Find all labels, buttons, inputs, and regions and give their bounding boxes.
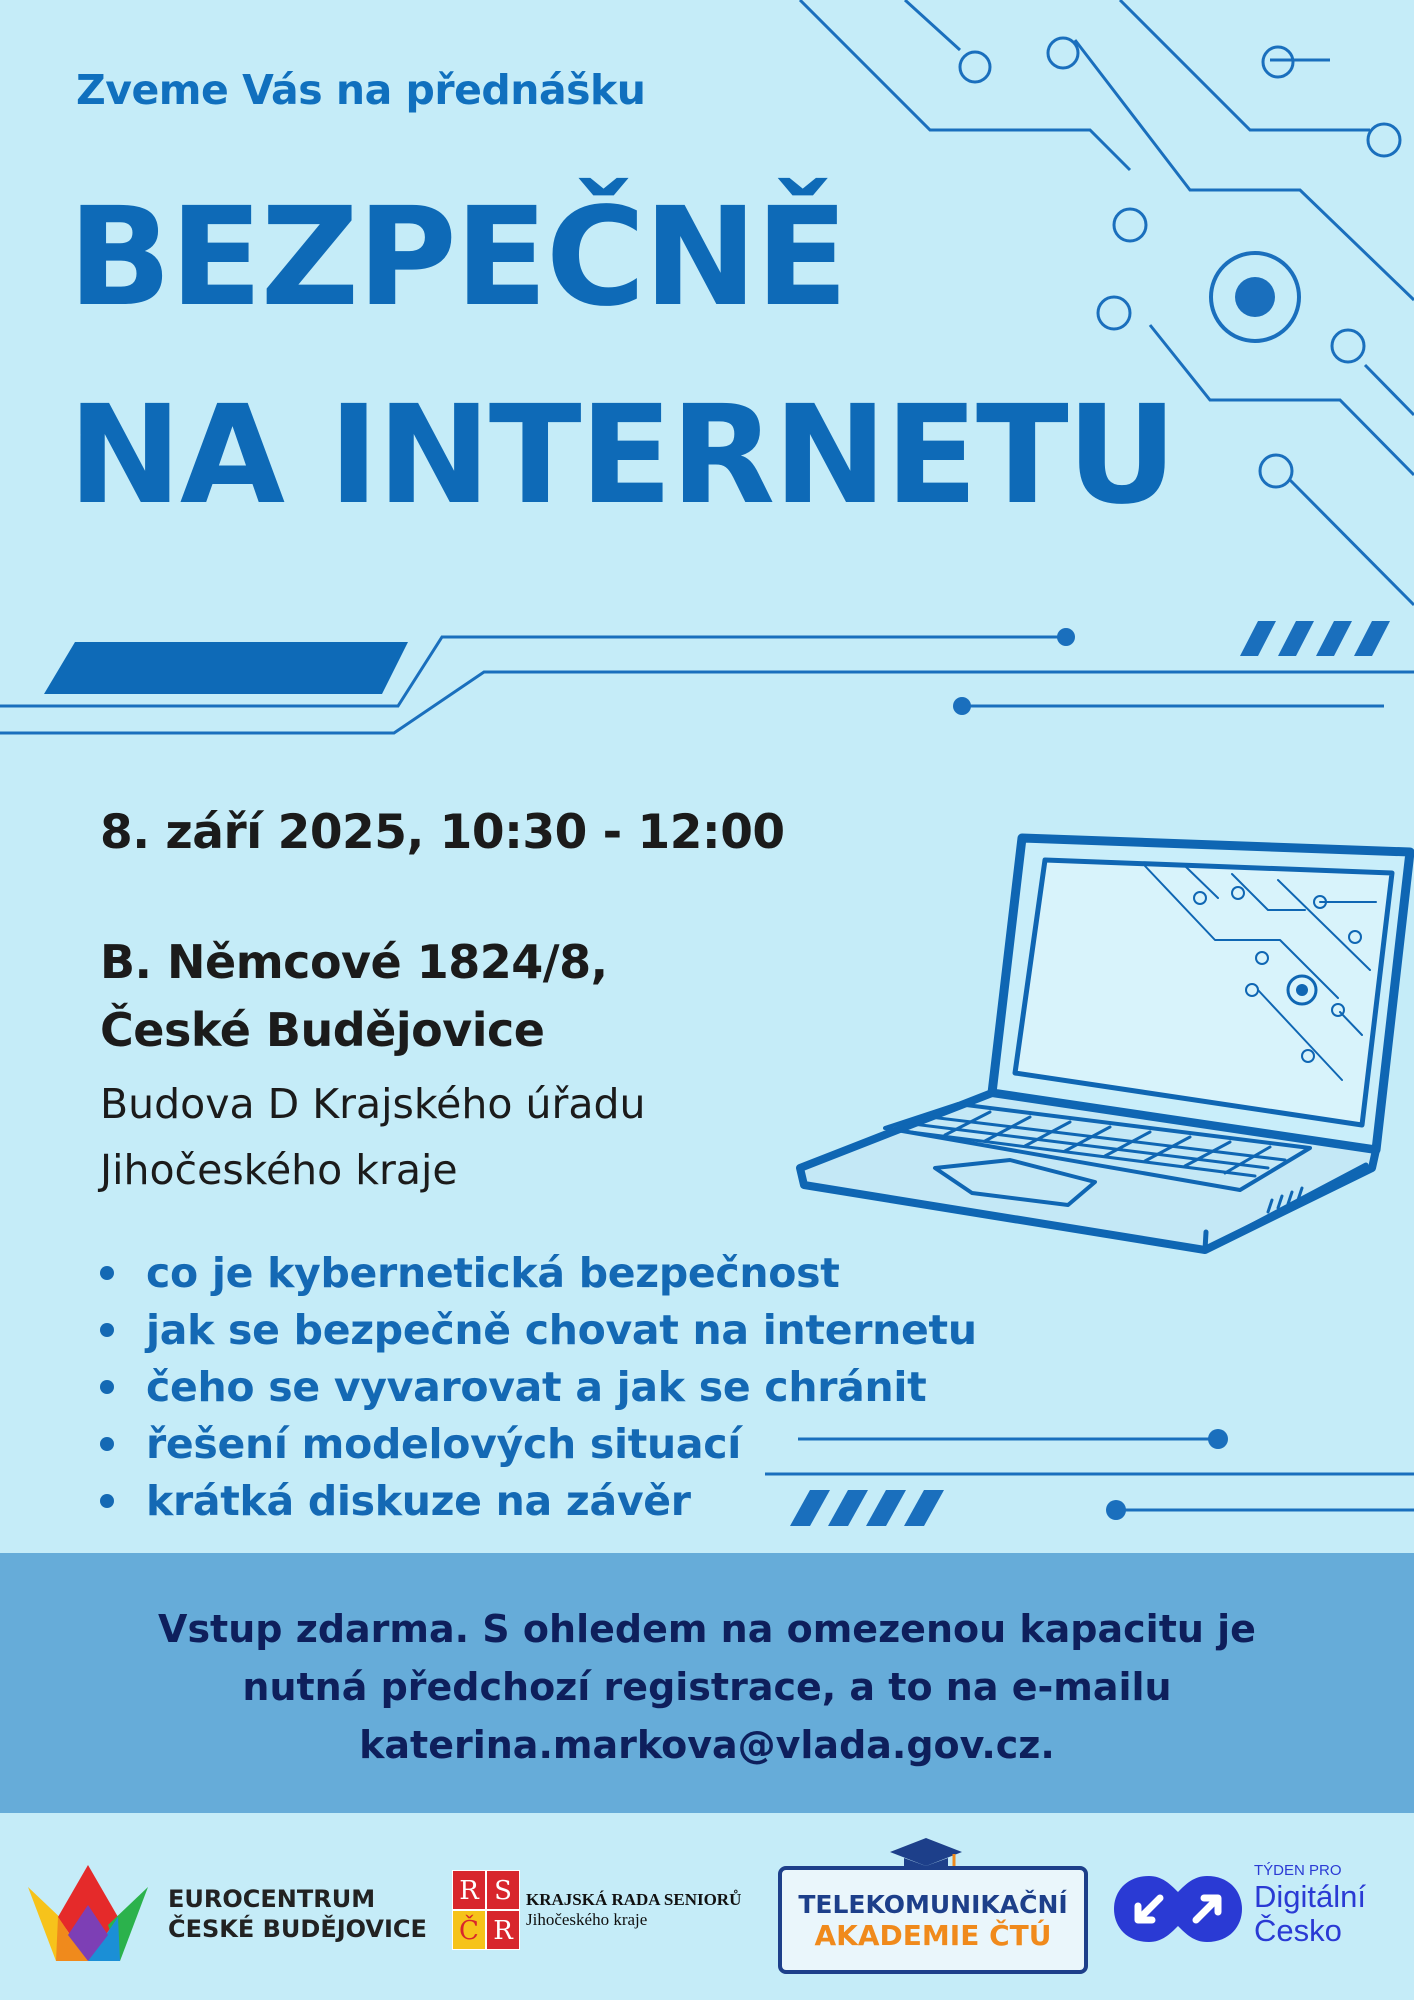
slash-mark	[1354, 621, 1390, 656]
slash-mark	[1240, 621, 1276, 656]
circuit-node	[1368, 124, 1400, 156]
topic-text: čeho se vyvarovat a jak se chránit	[146, 1363, 927, 1411]
circuit-line	[905, 0, 960, 50]
circuit-line	[1290, 480, 1414, 605]
rsr-name	[526, 1890, 741, 1930]
dc-line-2: Česko	[1254, 1913, 1342, 1948]
topics-list	[96, 1245, 977, 1530]
rsr-letter: S	[486, 1870, 520, 1910]
topic-text: řešení modelových situací	[146, 1420, 742, 1468]
digitalni-cesko-name	[1254, 1862, 1366, 1948]
address-line-2: České Budějovice	[100, 1003, 545, 1057]
circuit-node	[1048, 38, 1078, 68]
rsr-logo	[452, 1870, 520, 1950]
building-line-1: Budova D Krajského úřadu	[100, 1080, 646, 1128]
notice-email: katerina.markova@vlada.gov.cz.	[359, 1723, 1055, 1767]
eurocentrum-name	[168, 1884, 427, 1944]
circuit-end-dot	[1106, 1500, 1126, 1520]
topic-item	[96, 1302, 977, 1359]
circuit-line	[1120, 0, 1370, 130]
circuit-end-dot	[1208, 1429, 1228, 1449]
circuit-end-dot	[1057, 628, 1075, 646]
bullet-icon	[100, 1266, 114, 1280]
eurocentrum-logo-icon	[28, 1865, 148, 1961]
bullet-icon	[100, 1494, 114, 1508]
rsr-line-1: KRAJSKÁ RADA SENIORŮ	[526, 1890, 742, 1909]
title-line-1: BEZPEČNĚ	[68, 179, 847, 337]
circuit-end-dot	[953, 697, 971, 715]
slash-mark	[1278, 621, 1314, 656]
registration-notice	[60, 1600, 1354, 1774]
circuit-node	[1098, 297, 1130, 329]
digitalni-cesko-logo-icon	[1110, 1870, 1246, 1948]
topic-item	[96, 1416, 977, 1473]
ta-line-2: AKADEMIE ČTÚ	[814, 1919, 1052, 1952]
topic-text: krátká diskuze na závěr	[146, 1477, 691, 1525]
title-line-2: NA INTERNETU	[68, 377, 1176, 535]
event-datetime: 8. září 2025, 10:30 - 12:00	[100, 805, 785, 860]
invitation-text: Zveme Vás na přednášku	[76, 66, 646, 114]
rsr-letter: Č	[452, 1910, 486, 1950]
topic-item	[96, 1473, 977, 1530]
slash-mark	[1316, 621, 1352, 656]
laptop-icon	[800, 838, 1410, 1250]
circuit-line	[1150, 325, 1414, 475]
eurocentrum-line-1: EUROCENTRUM	[168, 1885, 376, 1913]
circuit-line	[800, 0, 1130, 170]
topic-text: co je kybernetická bezpečnost	[146, 1249, 840, 1297]
address-line-1: B. Němcové 1824/8,	[100, 935, 608, 989]
accent-parallelogram	[44, 642, 408, 694]
topic-item	[96, 1359, 977, 1416]
circuit-target-dot	[1235, 277, 1275, 317]
circuit-node	[1263, 47, 1293, 77]
bullet-icon	[100, 1380, 114, 1394]
notice-line-1: Vstup zdarma. S ohledem na omezenou kapacitu je	[158, 1607, 1256, 1651]
topic-text: jak se bezpečně chovat na internetu	[146, 1306, 977, 1354]
telekom-akademie-logo	[778, 1866, 1088, 1974]
rsr-line-2: Jihočeského kraje	[526, 1910, 648, 1929]
circuit-node	[960, 52, 990, 82]
circuit-line	[1075, 40, 1414, 300]
rsr-letter: R	[452, 1870, 486, 1910]
circuit-line	[1365, 365, 1414, 415]
bullet-icon	[100, 1437, 114, 1451]
notice-line-2: nutná předchozí registrace, a to na e-mailu	[242, 1665, 1172, 1709]
dc-line-1: Digitální	[1254, 1879, 1366, 1914]
eurocentrum-line-2: ČESKÉ BUDĚJOVICE	[168, 1915, 427, 1943]
circuit-node	[1332, 330, 1364, 362]
rsr-letter: R	[486, 1910, 520, 1950]
building-line-2: Jihočeského kraje	[100, 1146, 458, 1194]
topic-item	[96, 1245, 977, 1302]
dc-small: TÝDEN PRO	[1254, 1862, 1342, 1879]
bullet-icon	[100, 1323, 114, 1337]
ta-line-1: TELEKOMUNIKAČNÍ	[798, 1890, 1068, 1919]
circuit-node	[1260, 455, 1292, 487]
circuit-node	[1114, 209, 1146, 241]
